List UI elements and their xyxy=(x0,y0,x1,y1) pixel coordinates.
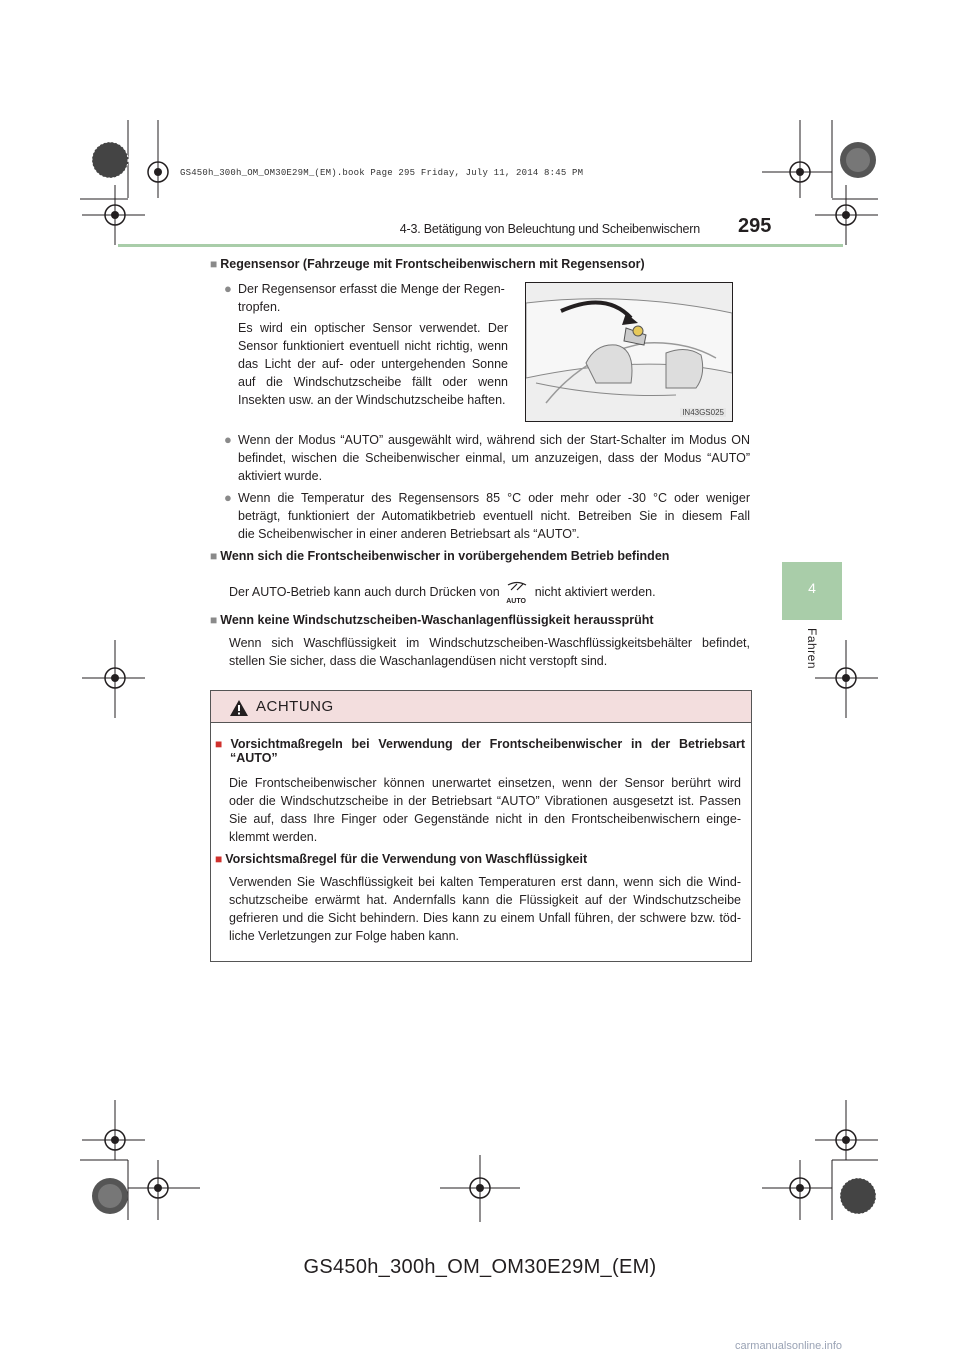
temporary-operation-text: Der AUTO-Betrieb kann auch durch Drücken von AUTO nicht aktiviert werden. xyxy=(229,583,656,601)
washer-heading: ■ Wenn keine Windschutzscheiben-Waschanlagenflüssigkeit heraussprüht xyxy=(210,613,654,627)
chapter-tab-number: 4 xyxy=(808,580,816,596)
round-bullet-icon: ● xyxy=(224,490,232,505)
auto-wiper-icon: AUTO xyxy=(503,585,531,601)
square-bullet-icon: ■ xyxy=(210,549,218,563)
temporary-operation-heading: ■ Wenn sich die Frontscheibenwischer in vorübergehendem Betrieb befinden xyxy=(210,549,670,563)
washer-text: Wenn sich Waschflüssigkeit im Windschutzscheiben-Waschflüssigkeitsbehälter befindet, stellen Sie sicher, dass die Waschanlagendüsen nicht verstopft sind. xyxy=(229,636,750,668)
round-bullet-icon: ● xyxy=(224,432,232,447)
rain-sensor-bullet-1: Der Regensensor erfasst die Menge der Regen- tropfen. xyxy=(238,282,505,314)
footer-doc-id: GS450h_300h_OM_OM30E29M_(EM) xyxy=(303,1256,657,1278)
round-bullet-icon: ● xyxy=(224,281,232,296)
warning-item-2-heading: ■ Vorsichtsmaßregel für die Verwendung von Waschflüssigkeit xyxy=(215,852,588,866)
rain-sensor-bullet-2: Wenn der Modus “AUTO” ausgewählt wird, während sich der Start-Schalter im Modus ON befindet, wischen die Scheibenwischer einmal, um anzuzeigen, dass der Modus “AUTO” aktiviert wurde. xyxy=(238,433,750,483)
warning-title: ACHTUNG xyxy=(256,698,334,715)
square-bullet-icon: ■ xyxy=(210,613,218,627)
warning-item-1-heading: ■ Vorsichtmaßregeln bei Verwendung der Frontscheibenwischer in der Betriebsart “AUTO” xyxy=(215,737,746,765)
warning-triangle-icon xyxy=(229,699,249,717)
red-square-bullet-icon: ■ xyxy=(215,737,228,751)
square-bullet-icon: ■ xyxy=(210,257,218,271)
page-number: 295 xyxy=(738,215,772,237)
windshield-illustration xyxy=(526,283,732,421)
rain-sensor-bullet-3: Wenn die Temperatur des Regensensors 85 °C oder mehr oder -30 °C oder weniger beträgt, funktioniert der Automatikbetrieb eventuell nicht. Betreiben Sie in diesem Fall die Scheibenwischer in einer anderen Betriebsart als “AUTO”. xyxy=(238,491,750,541)
watermark: carmanualsonline.info xyxy=(735,1340,843,1352)
print-header: GS450h_300h_OM_OM30E29M_(EM).book Page 295 Friday, July 11, 2014 8:45 PM xyxy=(180,168,584,178)
warning-header xyxy=(211,691,751,723)
figure-code: IN43GS025 xyxy=(682,408,724,417)
warning-item-1-text: Die Frontscheibenwischer können unerwartet einsetzen, wenn der Sensor berührt wird oder die Windschutzscheibe in der Betriebsart “AUTO” Vibrationen ausgesetzt ist. Passen Sie auf, dass Ihre Finger oder Gegenstände nicht in den Frontscheibenwischern einge- klemmt werden. xyxy=(229,776,741,844)
warning-item-2-text: Verwenden Sie Waschflüssigkeit bei kalten Temperaturen erst dann, wenn sich die Wind- schutzscheibe erwärmt hat. Andernfalls kann die Flüssigkeit auf der Windschutzscheibe gefrieren und die Sicht behindern. Dies kann zu einem Unfall führen, der schwere bzw. töd- liche Verletzungen zur Folge haben kann. xyxy=(229,875,741,943)
section-title: 4-3. Betätigung von Beleuchtung und Scheibenwischern xyxy=(399,222,700,236)
warning-box xyxy=(210,690,752,962)
rain-sensor-heading: ■ Regensensor (Fahrzeuge mit Frontscheibenwischern mit Regensensor) xyxy=(210,257,645,271)
header-rule xyxy=(118,244,843,247)
chapter-tab-label: Fahren xyxy=(805,628,819,670)
red-square-bullet-icon: ■ xyxy=(215,852,223,866)
rain-sensor-bullet-1-detail: Es wird ein optischer Sensor verwendet. Der Sensor funktioniert eventuell nicht richtig, wenn das Licht der auf- oder untergehenden Sonne auf die Windschutzscheibe fällt oder wenn Insekten usw. an der Windschutzscheibe haften. xyxy=(238,321,508,407)
rain-sensor-figure xyxy=(525,282,733,422)
